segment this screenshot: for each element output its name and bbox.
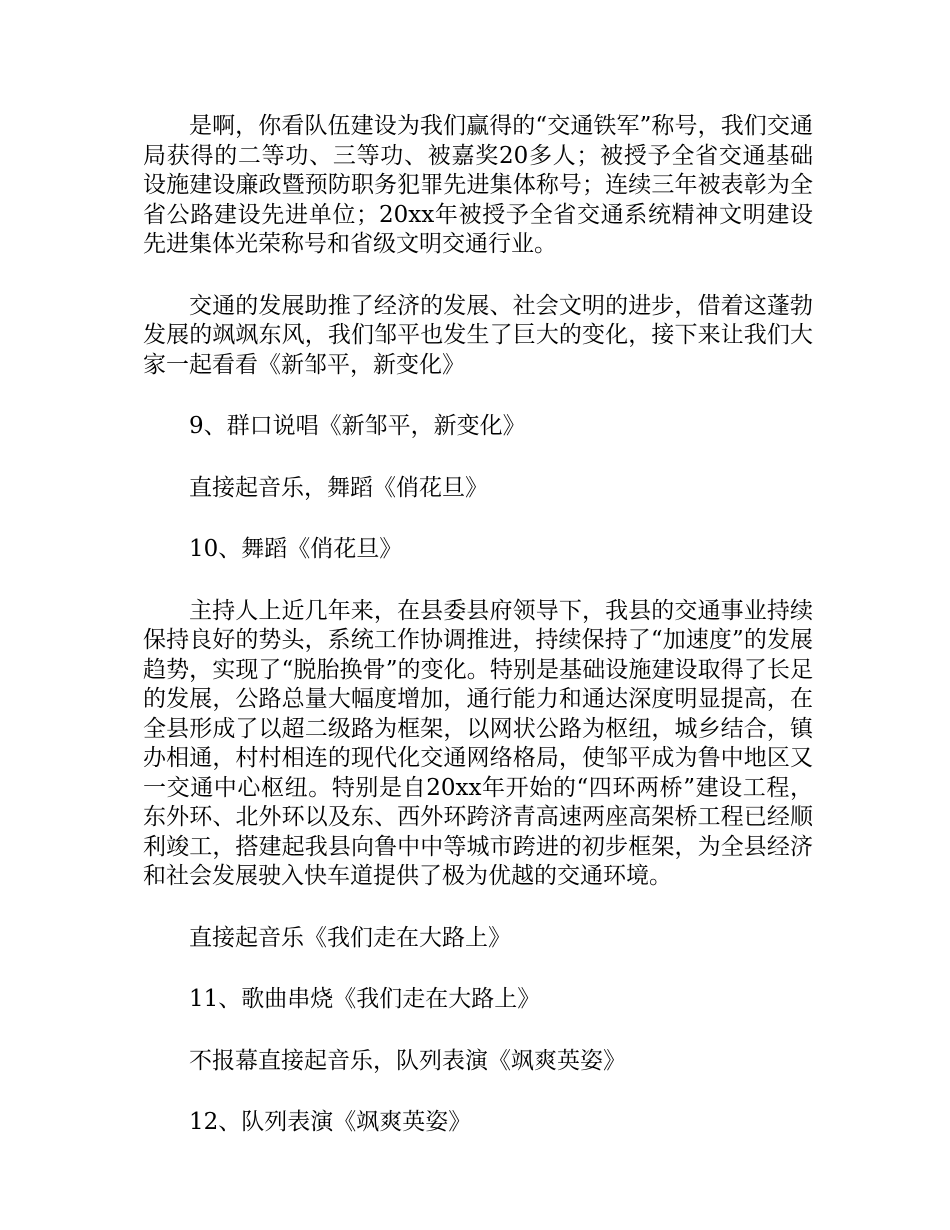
- program-item-10: 10、舞蹈《俏花旦》: [189, 536, 403, 562]
- cue-song-music: 直接起音乐《我们走在大路上》: [189, 924, 511, 951]
- program-item-9: 9、群口说唱《新邹平，新变化》: [189, 413, 526, 439]
- paragraph-host-transport-development: 主持人上近几年来，在县委县府领导下，我县的交通事业持续保持良好的势头，系统工作协调推进，持续保持了“加速度”的发展趋势，实现了“脱胎换骨”的变化。特别是基础设施建设取得了长足的发展，公路总量大幅度增加，通行能力和通达深度明显提高，在全县形成了以超二级路为框架，以网状公路为枢纽，城乡结合，镇办相通，村村相连的现代化交通网络格局，使邹平成为鲁中地区又一交通中心枢纽。特别是自20xx年开始的“四环两桥”建设工程，东外环、北外环以及东、西外环跨济青高速两座高架桥工程已经顺利竣工，搭建起我县向鲁中中等城市跨进的初步框架，为全县经济和社会发展驶入快车道提供了极为优越的交通环境。: [143, 597, 813, 889]
- document-body: [143, 112, 813, 1170]
- paragraph-team-honors: 是啊，你看队伍建设为我们赢得的“交通铁军”称号，我们交通局获得的二等功、三等功、被嘉奖20多人；被授予全省交通基础设施建设廉政暨预防职务犯罪先进集体称号；连续三年被表彰为全省公路建设先进单位；20xx年被授予全省交通系统精神文明建设先进集体光荣称号和省级文明交通行业。: [143, 113, 813, 257]
- cue-dance-music: 直接起音乐，舞蹈《俏花旦》: [189, 474, 488, 501]
- program-item-12: 12、队列表演《飒爽英姿》: [189, 1109, 472, 1135]
- program-item-11: 11、歌曲串烧《我们走在大路上》: [189, 986, 541, 1012]
- paragraph-intro-new-zouping: 交通的发展助推了经济的发展、社会文明的进步，借着这蓬勃发展的飒飒东风，我们邹平也发生了巨大的变化，接下来让我们大家一起看看《新邹平，新变化》: [143, 292, 813, 378]
- cue-formation-music: 不报幕直接起音乐，队列表演《飒爽英姿》: [189, 1047, 626, 1074]
